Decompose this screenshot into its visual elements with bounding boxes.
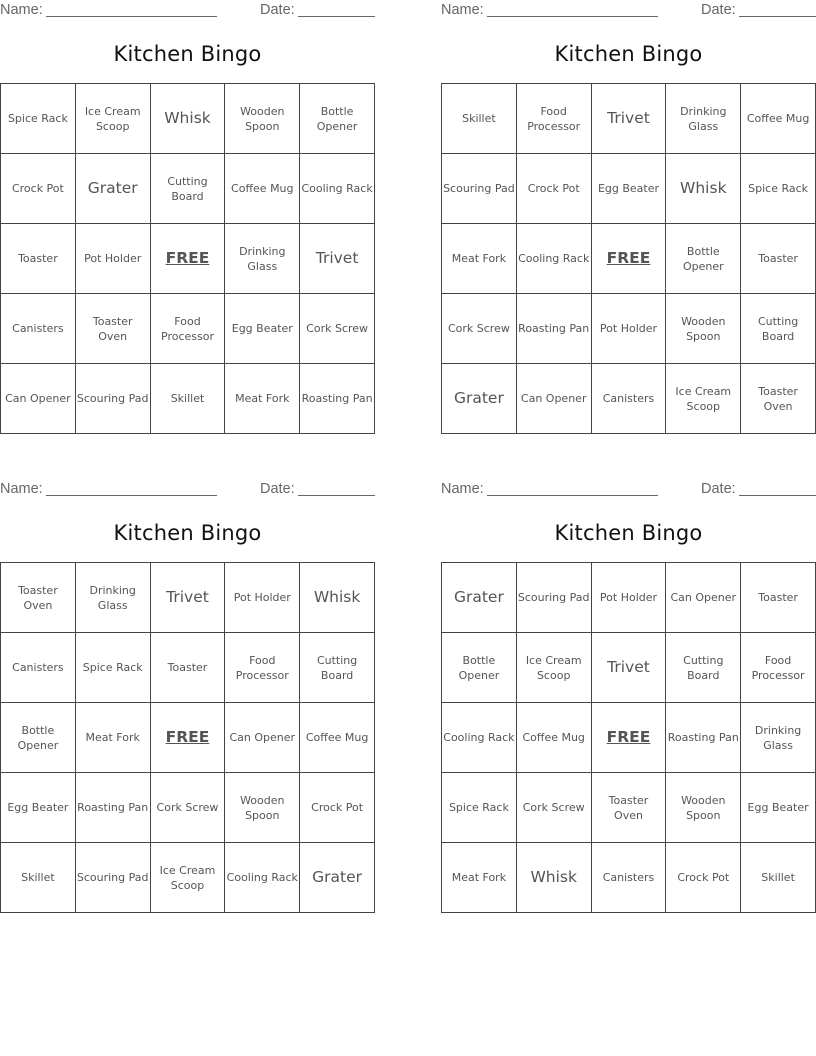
bingo-cell[interactable]: Toaster bbox=[151, 633, 226, 703]
bingo-grid bbox=[0, 562, 375, 913]
bingo-cell[interactable]: Drinking Glass bbox=[741, 703, 816, 773]
bingo-cell[interactable]: Whisk bbox=[517, 843, 592, 913]
bingo-cell[interactable]: Ice Cream Scoop bbox=[76, 84, 151, 154]
name-label: Name: bbox=[0, 481, 43, 497]
bingo-cell[interactable]: Wooden Spoon bbox=[225, 84, 300, 154]
card-title: Kitchen Bingo bbox=[554, 42, 703, 66]
bingo-cell[interactable]: Cooling Rack bbox=[442, 703, 517, 773]
name-label: Name: bbox=[441, 481, 484, 497]
bingo-cell[interactable]: Egg Beater bbox=[1, 773, 76, 843]
bingo-cell[interactable]: Can Opener bbox=[666, 563, 741, 633]
bingo-cell[interactable]: Drinking Glass bbox=[76, 563, 151, 633]
bingo-cell[interactable]: Ice Cream Scoop bbox=[666, 364, 741, 434]
bingo-cell[interactable]: Grater bbox=[442, 563, 517, 633]
bingo-cell[interactable]: Toaster Oven bbox=[741, 364, 816, 434]
bingo-cell[interactable]: Egg Beater bbox=[225, 294, 300, 364]
bingo-cell[interactable]: Egg Beater bbox=[592, 154, 667, 224]
bingo-cell[interactable]: Crock Pot bbox=[517, 154, 592, 224]
date-field-line[interactable] bbox=[739, 495, 816, 496]
bingo-cell[interactable]: Food Processor bbox=[517, 84, 592, 154]
date-label: Date: bbox=[260, 481, 295, 497]
bingo-cell[interactable]: Ice Cream Scoop bbox=[151, 843, 226, 913]
bingo-cell[interactable]: Crock Pot bbox=[300, 773, 375, 843]
bingo-cell[interactable]: Toaster Oven bbox=[592, 773, 667, 843]
bingo-cell[interactable]: Toaster bbox=[741, 224, 816, 294]
bingo-cell[interactable]: Bottle Opener bbox=[300, 84, 375, 154]
bingo-cell[interactable]: Toaster Oven bbox=[1, 563, 76, 633]
bingo-cell[interactable]: Roasting Pan bbox=[517, 294, 592, 364]
bingo-grid bbox=[0, 83, 375, 434]
bingo-cell[interactable]: Skillet bbox=[741, 843, 816, 913]
bingo-cell[interactable]: Meat Fork bbox=[76, 703, 151, 773]
free-space-cell[interactable]: FREE bbox=[592, 224, 667, 294]
bingo-cell[interactable]: Trivet bbox=[592, 633, 667, 703]
card-header bbox=[0, 2, 375, 20]
bingo-cell[interactable]: Coffee Mug bbox=[300, 703, 375, 773]
bingo-cell[interactable]: Spice Rack bbox=[76, 633, 151, 703]
bingo-cell[interactable]: Grater bbox=[442, 364, 517, 434]
bingo-card-3 bbox=[0, 479, 375, 913]
card-header bbox=[441, 481, 816, 499]
bingo-cell[interactable]: Scouring Pad bbox=[76, 843, 151, 913]
bingo-cell[interactable]: Coffee Mug bbox=[517, 703, 592, 773]
bingo-cell[interactable]: Cutting Board bbox=[151, 154, 226, 224]
bingo-cell[interactable]: Can Opener bbox=[1, 364, 76, 434]
bingo-cell[interactable]: Canisters bbox=[592, 364, 667, 434]
bingo-card-4 bbox=[441, 479, 816, 913]
bingo-cell[interactable]: Cork Screw bbox=[442, 294, 517, 364]
bingo-cell[interactable]: Skillet bbox=[442, 84, 517, 154]
bingo-grid bbox=[441, 562, 816, 913]
bingo-cell[interactable]: Bottle Opener bbox=[1, 703, 76, 773]
date-field-line[interactable] bbox=[739, 16, 816, 17]
bingo-cell[interactable]: Skillet bbox=[151, 364, 226, 434]
bingo-cell[interactable]: Bottle Opener bbox=[442, 633, 517, 703]
bingo-cell[interactable]: Skillet bbox=[1, 843, 76, 913]
bingo-cell[interactable]: Cutting Board bbox=[741, 294, 816, 364]
bingo-cell[interactable]: Cooling Rack bbox=[517, 224, 592, 294]
free-space-cell[interactable]: FREE bbox=[151, 224, 226, 294]
bingo-cell[interactable]: Roasting Pan bbox=[76, 773, 151, 843]
bingo-cell[interactable]: Can Opener bbox=[225, 703, 300, 773]
bingo-card-2 bbox=[441, 0, 816, 434]
bingo-cell[interactable]: Meat Fork bbox=[225, 364, 300, 434]
card-title: Kitchen Bingo bbox=[113, 42, 262, 66]
bingo-cell[interactable]: Pot Holder bbox=[76, 224, 151, 294]
date-label: Date: bbox=[260, 2, 295, 18]
bingo-cell[interactable]: Trivet bbox=[300, 224, 375, 294]
bingo-cell[interactable]: Whisk bbox=[151, 84, 226, 154]
bingo-cell[interactable]: Coffee Mug bbox=[741, 84, 816, 154]
bingo-cell[interactable]: Food Processor bbox=[225, 633, 300, 703]
bingo-cell[interactable]: Canisters bbox=[1, 294, 76, 364]
bingo-cell[interactable]: Cooling Rack bbox=[300, 154, 375, 224]
card-header bbox=[441, 2, 816, 20]
bingo-cell[interactable]: Toaster bbox=[741, 563, 816, 633]
date-label: Date: bbox=[701, 481, 736, 497]
bingo-cell[interactable]: Toaster Oven bbox=[76, 294, 151, 364]
bingo-cell[interactable]: Crock Pot bbox=[666, 843, 741, 913]
bingo-cell[interactable]: Drinking Glass bbox=[666, 84, 741, 154]
name-label: Name: bbox=[441, 2, 484, 18]
name-field-line[interactable] bbox=[46, 16, 217, 17]
bingo-cell[interactable]: Cutting Board bbox=[666, 633, 741, 703]
bingo-cell[interactable]: Cork Screw bbox=[300, 294, 375, 364]
bingo-cell[interactable]: Coffee Mug bbox=[225, 154, 300, 224]
card-title: Kitchen Bingo bbox=[113, 521, 262, 545]
bingo-cell[interactable]: Trivet bbox=[592, 84, 667, 154]
bingo-cell[interactable]: Wooden Spoon bbox=[225, 773, 300, 843]
date-field-line[interactable] bbox=[298, 495, 375, 496]
bingo-cell[interactable]: Roasting Pan bbox=[666, 703, 741, 773]
bingo-cell[interactable]: Scouring Pad bbox=[76, 364, 151, 434]
bingo-cell[interactable]: Egg Beater bbox=[741, 773, 816, 843]
card-title: Kitchen Bingo bbox=[554, 521, 703, 545]
date-field-line[interactable] bbox=[298, 16, 375, 17]
bingo-cell[interactable]: Spice Rack bbox=[1, 84, 76, 154]
bingo-cell[interactable]: Whisk bbox=[666, 154, 741, 224]
bingo-cell[interactable]: Can Opener bbox=[517, 364, 592, 434]
bingo-cell[interactable]: Scouring Pad bbox=[517, 563, 592, 633]
name-field-line[interactable] bbox=[487, 16, 658, 17]
bingo-cell[interactable]: Grater bbox=[76, 154, 151, 224]
bingo-cell[interactable]: Pot Holder bbox=[225, 563, 300, 633]
bingo-cell[interactable]: Food Processor bbox=[151, 294, 226, 364]
bingo-cell[interactable]: Trivet bbox=[151, 563, 226, 633]
bingo-cell[interactable]: Cork Screw bbox=[151, 773, 226, 843]
bingo-grid bbox=[441, 83, 816, 434]
date-label: Date: bbox=[701, 2, 736, 18]
bingo-cell[interactable]: Wooden Spoon bbox=[666, 294, 741, 364]
free-space-cell[interactable]: FREE bbox=[151, 703, 226, 773]
bingo-cell[interactable]: Ice Cream Scoop bbox=[517, 633, 592, 703]
bingo-cell[interactable]: Cooling Rack bbox=[225, 843, 300, 913]
name-field-line[interactable] bbox=[487, 495, 658, 496]
free-space-cell[interactable]: FREE bbox=[592, 703, 667, 773]
bingo-cell[interactable]: Pot Holder bbox=[592, 563, 667, 633]
name-field-line[interactable] bbox=[46, 495, 217, 496]
bingo-cell[interactable]: Whisk bbox=[300, 563, 375, 633]
bingo-cell[interactable]: Cutting Board bbox=[300, 633, 375, 703]
bingo-cell[interactable]: Spice Rack bbox=[741, 154, 816, 224]
bingo-cell[interactable]: Food Processor bbox=[741, 633, 816, 703]
bingo-cell[interactable]: Drinking Glass bbox=[225, 224, 300, 294]
card-header bbox=[0, 481, 375, 499]
bingo-cell[interactable]: Roasting Pan bbox=[300, 364, 375, 434]
bingo-cell[interactable]: Grater bbox=[300, 843, 375, 913]
bingo-cell[interactable]: Meat Fork bbox=[442, 224, 517, 294]
bingo-cell[interactable]: Cork Screw bbox=[517, 773, 592, 843]
name-label: Name: bbox=[0, 2, 43, 18]
bingo-cell[interactable]: Pot Holder bbox=[592, 294, 667, 364]
bingo-cell[interactable]: Canisters bbox=[1, 633, 76, 703]
bingo-cell[interactable]: Wooden Spoon bbox=[666, 773, 741, 843]
bingo-cell[interactable]: Scouring Pad bbox=[442, 154, 517, 224]
bingo-cell[interactable]: Bottle Opener bbox=[666, 224, 741, 294]
bingo-cell[interactable]: Spice Rack bbox=[442, 773, 517, 843]
bingo-cell[interactable]: Crock Pot bbox=[1, 154, 76, 224]
bingo-cell[interactable]: Canisters bbox=[592, 843, 667, 913]
bingo-cell[interactable]: Meat Fork bbox=[442, 843, 517, 913]
bingo-cell[interactable]: Toaster bbox=[1, 224, 76, 294]
bingo-card-1 bbox=[0, 0, 375, 434]
